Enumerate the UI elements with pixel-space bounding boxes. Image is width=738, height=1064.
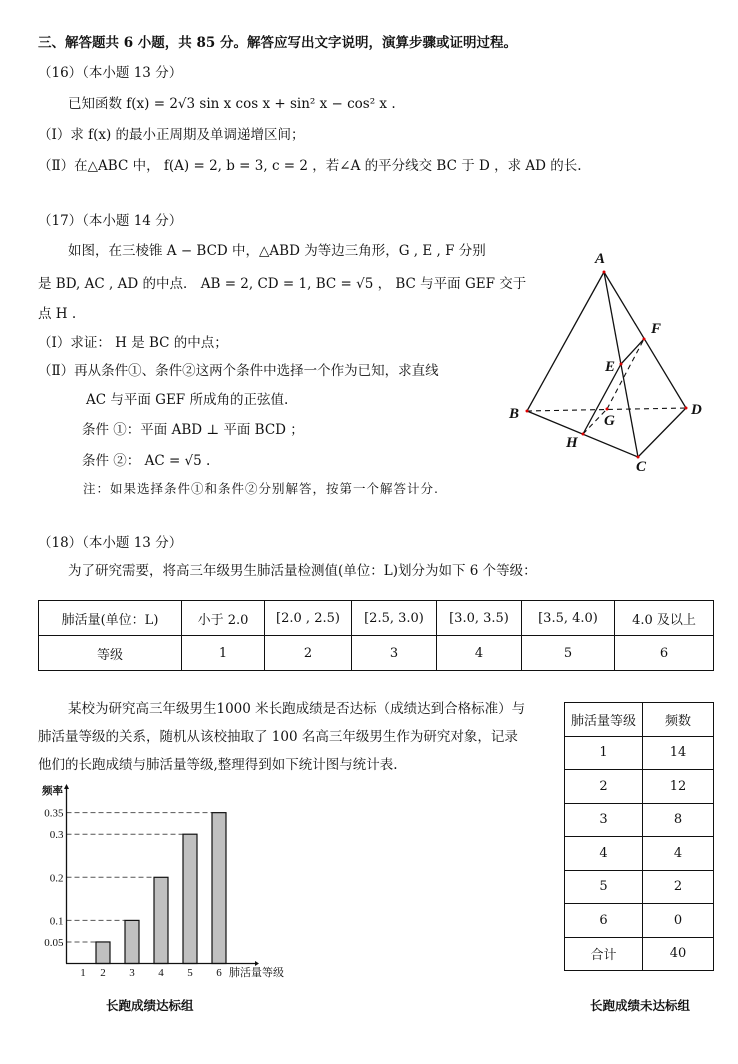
q17-note: 注：如果选择条件①和条件②分别解答，按第一个解答计分.: [83, 481, 439, 496]
table-row: [565, 770, 714, 804]
table-cell: 小于 2.0: [182, 601, 265, 636]
table-cell: 肺活量(单位：L): [39, 601, 182, 636]
label-e: E: [605, 359, 616, 375]
table-cell: 4: [643, 837, 714, 871]
table-cell: 5: [565, 870, 643, 904]
point-g: [606, 408, 609, 411]
q18-para-line1: 某校为研究高三年级男生1000 米长跑成绩是否达标（成绩达到合格标准）与: [68, 701, 526, 717]
q18-para-line3: 他们的长跑成绩与肺活量等级,整理得到如下统计图与统计表.: [38, 757, 398, 773]
segment-gf-hidden: [607, 339, 644, 409]
frequency-table: [564, 702, 714, 971]
bar-grade-3: [125, 920, 139, 963]
table-cell: [2.5, 3.0): [352, 601, 437, 636]
q16-title: （16）（本小题 13 分）: [38, 65, 183, 81]
edge-cd: [638, 408, 686, 457]
table-row: [565, 736, 714, 770]
point-b: [526, 410, 529, 413]
table-cell: 1: [182, 636, 265, 671]
label-a: A: [595, 251, 606, 267]
y-axis-arrow-icon: [64, 784, 69, 789]
table-cell: [3.5, 4.0): [522, 601, 615, 636]
table-row: [565, 937, 714, 971]
table-cell: 2: [265, 636, 352, 671]
q17-cond1: 条件 ①：平面 ABD ⊥ 平面 BCD ；: [82, 422, 304, 438]
label-h: H: [566, 435, 578, 451]
table-cell: 12: [643, 770, 714, 804]
y-tick-label: 0.05: [44, 936, 64, 949]
point-h: [582, 433, 585, 436]
table-cell: 4: [437, 636, 522, 671]
point-a: [603, 271, 606, 274]
bar-grade-2: [96, 942, 110, 964]
x-tick-label: 4: [158, 967, 164, 979]
x-axis-arrow-icon: [255, 961, 259, 966]
q17-line1: 如图，在三棱锥 A − BCD 中，△ABD 为等边三角形，G , E , F 分别: [68, 243, 486, 259]
x-axis-label: 肺活量等级: [229, 966, 284, 979]
table-row: [39, 601, 714, 636]
point-c: [637, 456, 640, 459]
segment-he: [583, 364, 621, 434]
q17-title: （17）（本小题 14 分）: [38, 213, 183, 229]
y-tick-label: 0.35: [44, 807, 64, 820]
q16-part1: （Ⅰ）求 f(x) 的最小正周期及单调递增区间；: [38, 127, 305, 143]
point-d: [685, 407, 688, 410]
grade-table: [38, 600, 714, 671]
q17-cond2: 条件 ②： AC = √5 .: [82, 453, 211, 469]
table-row: [565, 870, 714, 904]
table-cell: 4: [565, 837, 643, 871]
table-cell: 2: [643, 870, 714, 904]
edge-ab: [527, 272, 604, 411]
table-cell: 3: [352, 636, 437, 671]
q18-title: （18）（本小题 13 分）: [38, 535, 183, 551]
section-header: 三、解答题共 6 小题，共 85 分。解答应写出文字说明，演算步骤或证明过程。: [38, 35, 517, 51]
table-header-cell: 频数: [643, 703, 714, 737]
table-cell: 合计: [565, 937, 643, 971]
edge-bc: [527, 411, 638, 457]
segment-hg-hidden: [583, 409, 607, 434]
q17-part2-line1: （Ⅱ）再从条件①、条件②这两个条件中选择一个作为已知，求直线: [38, 363, 439, 379]
label-d: D: [691, 402, 702, 418]
label-f: F: [651, 321, 662, 337]
label-b: B: [509, 406, 520, 422]
x-tick-label: 1: [80, 967, 86, 979]
q16-given: 已知函数 f(x) = 2√3 sin x cos x + sin² x − cos² x .: [68, 96, 396, 112]
table-cell: 2: [565, 770, 643, 804]
x-tick-label: 6: [216, 967, 222, 979]
table-cell: [3.0, 3.5): [437, 601, 522, 636]
caption-pass-group: 长跑成绩达标组: [106, 998, 194, 1013]
table-cell: 3: [565, 803, 643, 837]
y-tick-label: 0.3: [49, 829, 64, 842]
segment-ef: [621, 339, 644, 364]
label-c: C: [636, 459, 647, 475]
table-cell: 5: [522, 636, 615, 671]
q18-intro: 为了研究需要，将高三年级男生肺活量检测值(单位：L)划分为如下 6 个等级：: [68, 563, 537, 579]
table-cell: [2.0 , 2.5): [265, 601, 352, 636]
bar-grade-4: [154, 877, 168, 963]
table-row: [565, 837, 714, 871]
table-cell: 0: [643, 904, 714, 938]
x-tick-label: 3: [129, 967, 135, 979]
q16-part2: （Ⅱ）在△ABC 中， f(A) = 2, b = 3, c = 2 ，若∠A 的平分线交 BC 于 D ，求 AD 的长.: [38, 158, 582, 174]
table-cell: 8: [643, 803, 714, 837]
y-tick-label: 0.1: [49, 915, 64, 928]
q17-line3: 点 H .: [38, 306, 77, 322]
point-f: [643, 338, 646, 341]
q17-part1: （Ⅰ）求证： H 是 BC 的中点；: [38, 335, 228, 351]
edge-bd-hidden: [527, 408, 686, 411]
table-cell: 14: [643, 736, 714, 770]
table-cell: 等级: [39, 636, 182, 671]
y-axis-label: 频率: [42, 785, 63, 797]
label-g: G: [604, 413, 615, 429]
table-cell: 40: [643, 937, 714, 971]
table-cell: 6: [615, 636, 714, 671]
bar-grade-6: [212, 813, 226, 964]
table-cell: 4.0 及以上: [615, 601, 714, 636]
edge-ad: [604, 272, 686, 408]
q17-line2: 是 BD, AC , AD 的中点． AB = 2, CD = 1, BC = √5 ， BC 与平面 GEF 交于: [38, 276, 527, 292]
edge-ac: [604, 272, 638, 457]
bar-grade-5: [183, 834, 197, 963]
table-row: [565, 904, 714, 938]
y-tick-label: 0.2: [49, 872, 64, 885]
table-cell: 6: [565, 904, 643, 938]
table-row: [565, 803, 714, 837]
q17-part2-line2: AC 与平面 GEF 所成角的正弦值.: [86, 392, 289, 408]
x-tick-label: 5: [187, 967, 193, 979]
table-cell: 1: [565, 736, 643, 770]
table-row: [565, 703, 714, 737]
q18-para-line2: 肺活量等级的关系，随机从该校抽取了 100 名高三年级男生作为研究对象，记录: [38, 729, 518, 745]
table-row: [39, 636, 714, 671]
x-tick-label: 2: [100, 967, 106, 979]
caption-fail-group: 长跑成绩未达标组: [590, 998, 691, 1013]
table-header-cell: 肺活量等级: [565, 703, 643, 737]
point-e: [620, 363, 623, 366]
